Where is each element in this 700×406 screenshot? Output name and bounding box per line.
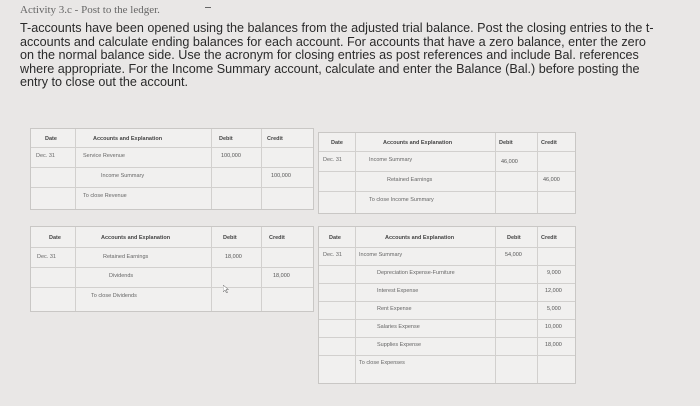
header-date: Date — [329, 235, 341, 241]
header-debit: Debit — [499, 140, 513, 146]
journal-table-close-expenses — [318, 226, 576, 384]
date-cell[interactable]: Dec. 31 — [323, 157, 342, 163]
debit-cell[interactable]: 18,000 — [225, 254, 242, 260]
credit-cell[interactable]: 9,000 — [547, 270, 561, 276]
debit-cell[interactable]: 54,000 — [505, 252, 522, 258]
account-cell[interactable]: Salaries Expense — [377, 324, 420, 330]
header-debit: Debit — [223, 235, 237, 241]
explanation-cell[interactable]: To close Dividends — [91, 293, 137, 299]
explanation-cell[interactable]: To close Revenue — [83, 193, 127, 199]
account-cell[interactable]: Income Summary — [359, 252, 403, 258]
explanation-cell[interactable]: To close Expenses — [359, 360, 405, 366]
activity-title: Activity 3.c - Post to the ledger. — [20, 4, 160, 16]
account-cell[interactable]: Retained Earnings — [387, 177, 433, 183]
credit-cell[interactable]: 5,000 — [547, 306, 561, 312]
credit-cell[interactable]: 10,000 — [545, 324, 562, 330]
account-cell[interactable]: Depreciation Expense-Furniture — [377, 270, 455, 276]
account-cell[interactable]: Service Revenue — [83, 153, 125, 159]
credit-cell[interactable]: 18,000 — [545, 342, 562, 348]
header-accounts: Accounts and Explanation — [385, 235, 455, 241]
debit-cell[interactable]: 46,000 — [501, 159, 518, 165]
date-cell[interactable]: Dec. 31 — [323, 252, 342, 258]
account-cell[interactable]: Dividends — [109, 273, 134, 279]
header-accounts: Accounts and Explanation — [383, 140, 453, 146]
account-cell[interactable]: Income Summary — [101, 173, 145, 179]
header-credit: Credit — [541, 235, 557, 241]
mouse-pointer-icon — [223, 285, 229, 293]
account-cell[interactable]: Interest Expense — [377, 288, 419, 294]
header-credit: Credit — [269, 235, 285, 241]
account-cell[interactable]: Rent Expense — [377, 306, 412, 312]
header-date: Date — [49, 235, 61, 241]
journal-table-close-dividends — [30, 226, 314, 312]
credit-cell[interactable]: 46,000 — [543, 177, 560, 183]
credit-cell[interactable]: 18,000 — [273, 273, 290, 279]
header-date: Date — [45, 136, 57, 142]
debit-cell[interactable]: 100,000 — [221, 153, 241, 159]
journal-table-close-income-summary — [318, 132, 576, 214]
credit-cell[interactable]: 100,000 — [271, 173, 291, 179]
header-debit: Debit — [219, 136, 233, 142]
journal-table-close-revenue — [30, 128, 314, 210]
cursor-mark — [205, 7, 211, 8]
header-accounts: Accounts and Explanation — [101, 235, 171, 241]
instructions-text: T-accounts have been opened using the balances from the adjusted trial balance. Post the closing entries to the t-accounts and calculate ending balances for each account. For accounts that have a zero balance, enter the zero on the normal balance side. Use the acronym for closing entries as post references and include Bal. references where appropriate. For the Income Summary account, calculate and enter the Balance (Bal.) before posting the entry to close out the account. — [20, 21, 654, 90]
header-debit: Debit — [507, 235, 521, 241]
header-accounts: Accounts and Explanation — [93, 136, 163, 142]
date-cell[interactable]: Dec. 31 — [36, 153, 55, 159]
date-cell[interactable]: Dec. 31 — [37, 254, 56, 260]
account-cell[interactable]: Income Summary — [369, 157, 413, 163]
account-cell[interactable]: Retained Earnings — [103, 254, 149, 260]
explanation-cell[interactable]: To close Income Summary — [369, 197, 434, 203]
credit-cell[interactable]: 12,000 — [545, 288, 562, 294]
header-credit: Credit — [267, 136, 283, 142]
header-date: Date — [331, 140, 343, 146]
header-credit: Credit — [541, 140, 557, 146]
account-cell[interactable]: Supplies Expense — [377, 342, 422, 348]
